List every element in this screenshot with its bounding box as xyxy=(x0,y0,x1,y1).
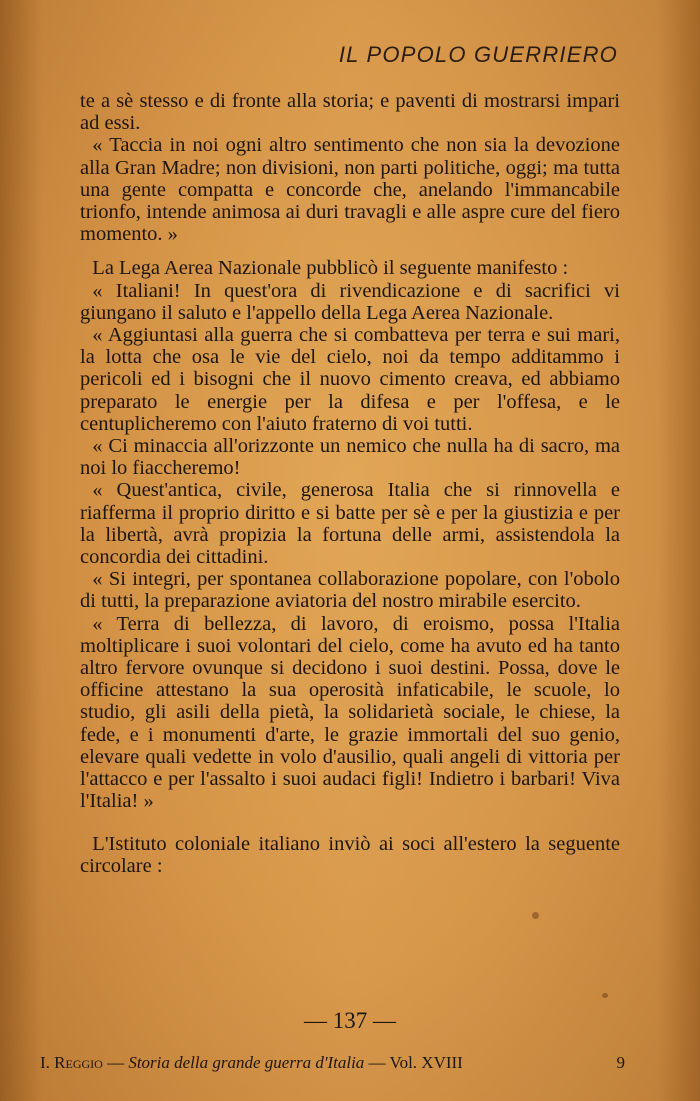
footer-author: I. Reggio xyxy=(40,1053,103,1072)
paragraph: « Quest'antica, civile, generosa Italia che si rinnovella e riafferma il proprio diritto e si batte per sè e per la giustizia e per la libertà, avrà propizia la fortuna delle armi, assistendola la concordia dei cittadini. xyxy=(80,479,620,569)
running-title: IL POPOLO GUERRIERO xyxy=(338,42,618,67)
paragraph: « Taccia in noi ogni altro sentimento che non sia la devozione alla Gran Madre; non divisioni, non parti politiche, oggi; ma tutta una gente compatta e concorde che, anelando l'immancabile trionfo, intende animosa ai duri travagli e alle aspre cure del fiero momento. » xyxy=(80,134,620,246)
paper-stain xyxy=(532,912,539,919)
paragraph: « Ci minaccia all'orizzonte un nemico che nulla ha di sacro, ma noi lo fiaccheremo! xyxy=(80,435,620,480)
paragraph: « Italiani! In quest'ora di rivendicazione e di sacrifici vi giungano il saluto e l'appello della Lega Aerea Nazionale. xyxy=(80,279,620,324)
paragraph: te a sè stesso e di fronte alla storia; e paventi di mostrarsi impari ad essi. xyxy=(80,90,620,135)
footer-separator: — xyxy=(107,1053,125,1072)
paper-stain xyxy=(602,993,608,998)
paragraph: « Si integri, per spontanea collaborazione popolare, con l'obolo di tutti, la preparazione aviatoria del nostro mirabile esercito. xyxy=(80,568,620,613)
page-number: — 137 — xyxy=(304,1008,396,1033)
footer-book-title: Storia della grande guerra d'Italia xyxy=(128,1053,365,1072)
paragraph: « Terra di bellezza, di lavoro, di eroismo, possa l'Italia moltiplicare i suoi volontari del cielo, come ha avuto ed ha tanto altro fervore ovunque si decidono i suoi destini. Possa, dove le officine attestano la sua operosità infaticabile, le scuole, lo studio, gli asili della pietà, la solidarietà sociale, le chiese, la fede, e i monumenti d'arte, le grazie immortali del suo genio, elevare quali vedette in volo d'ausilio, quali angeli di vittoria per l'attacco e per l'assalto i suoi audaci figli! Indietro i barbari! Viva l'Italia! » xyxy=(80,612,620,813)
body-text xyxy=(80,90,620,877)
paragraph: L'Istituto coloniale italiano inviò ai soci all'estero la seguente circolare : xyxy=(80,832,620,877)
paragraph: La Lega Aerea Nazionale pubblicò il seguente manifesto : xyxy=(92,257,569,280)
footer-volume: Vol. XVIII xyxy=(389,1053,463,1072)
paragraph: « Aggiuntasi alla guerra che si combatteva per terra e sui mari, la lotta che osa le vie del cielo, noi da tempo additammo i pericoli ed i bisogni che il nuovo cimento creava, ed abbiamo preparato le energie per la difesa e per l'offesa, e le centuplicheremo con l'aiuto fraterno di voi tutti. xyxy=(80,324,620,435)
footer xyxy=(40,1053,625,1073)
footer-separator: — xyxy=(368,1053,386,1072)
footer-signature: 9 xyxy=(616,1053,625,1072)
